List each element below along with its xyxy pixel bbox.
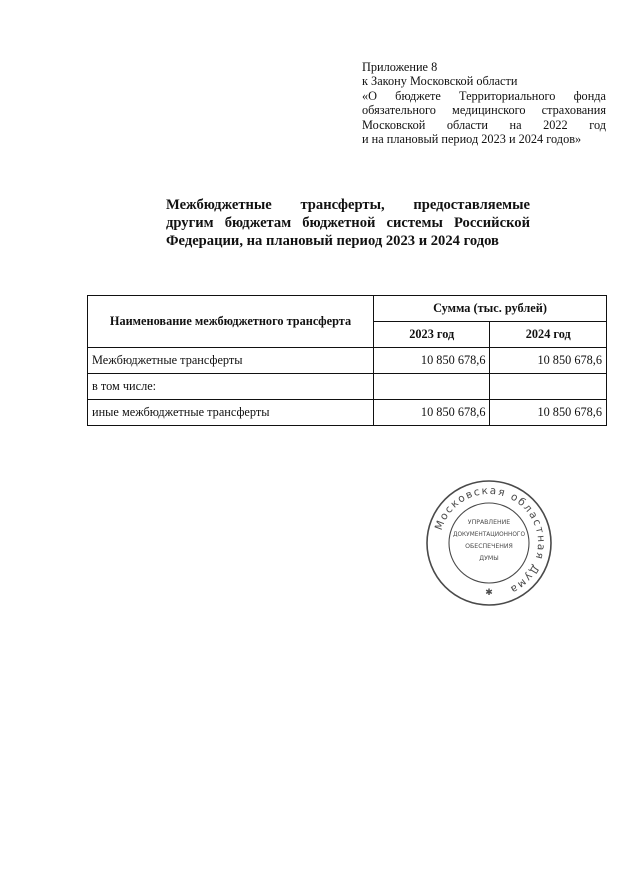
row-value-2024: 10 850 678,6 xyxy=(490,400,607,426)
row-value-2023: 10 850 678,6 xyxy=(374,348,490,374)
document-title xyxy=(166,196,530,250)
table-header-row xyxy=(88,296,607,322)
row-value-2023 xyxy=(374,374,490,400)
seal-graphic xyxy=(424,478,554,608)
table-row xyxy=(88,400,607,426)
seal-center-line: ДУМЫ xyxy=(479,555,499,562)
annex-line: «О бюджете Территориального фонда xyxy=(362,88,606,103)
official-seal xyxy=(424,478,554,608)
row-name: Межбюджетные трансферты xyxy=(88,348,374,374)
annex-line: к Закону Московской области xyxy=(362,74,518,89)
annex-line: Приложение 8 xyxy=(362,60,438,74)
row-value-2023: 10 850 678,6 xyxy=(374,400,490,426)
annex-line: обязательного медицинского страхования xyxy=(362,103,606,118)
table-row xyxy=(88,348,607,374)
header-sum: Сумма (тыс. рублей) xyxy=(374,296,607,322)
row-value-2024 xyxy=(490,374,607,400)
seal-center-line: ОБЕСПЕЧЕНИЯ xyxy=(465,543,513,550)
row-value-2024: 10 850 678,6 xyxy=(490,348,607,374)
table-row xyxy=(88,374,607,400)
seal-center-line: ДОКУМЕНТАЦИОННОГО xyxy=(452,532,526,538)
seal-ring-textpath: Московская областная Дума xyxy=(432,484,548,597)
transfers-table xyxy=(87,295,607,426)
seal-center-line: УПРАВЛЕНИЕ xyxy=(467,519,511,526)
header-year-2023: 2023 год xyxy=(374,322,490,348)
row-name: иные межбюджетные трансферты xyxy=(88,400,374,426)
seal-ring-text xyxy=(433,485,547,596)
title-line: Межбюджетные трансферты, предоставляемые xyxy=(166,197,530,213)
seal-star-icon: ✱ xyxy=(485,588,493,598)
header-year-2024: 2024 год xyxy=(490,322,607,348)
header-transfer-name: Наименование межбюджетного трансферта xyxy=(88,296,374,348)
annex-line: и на плановый период 2023 и 2024 годов» xyxy=(362,132,582,147)
title-line: Федерации, на плановый период 2023 и 2024 годов xyxy=(166,233,499,249)
title-line: другим бюджетам бюджетной системы Российской xyxy=(166,215,530,231)
annex-reference xyxy=(362,60,606,146)
row-name: в том числе: xyxy=(88,374,374,400)
annex-line: Московской области на 2022 год xyxy=(362,117,606,132)
